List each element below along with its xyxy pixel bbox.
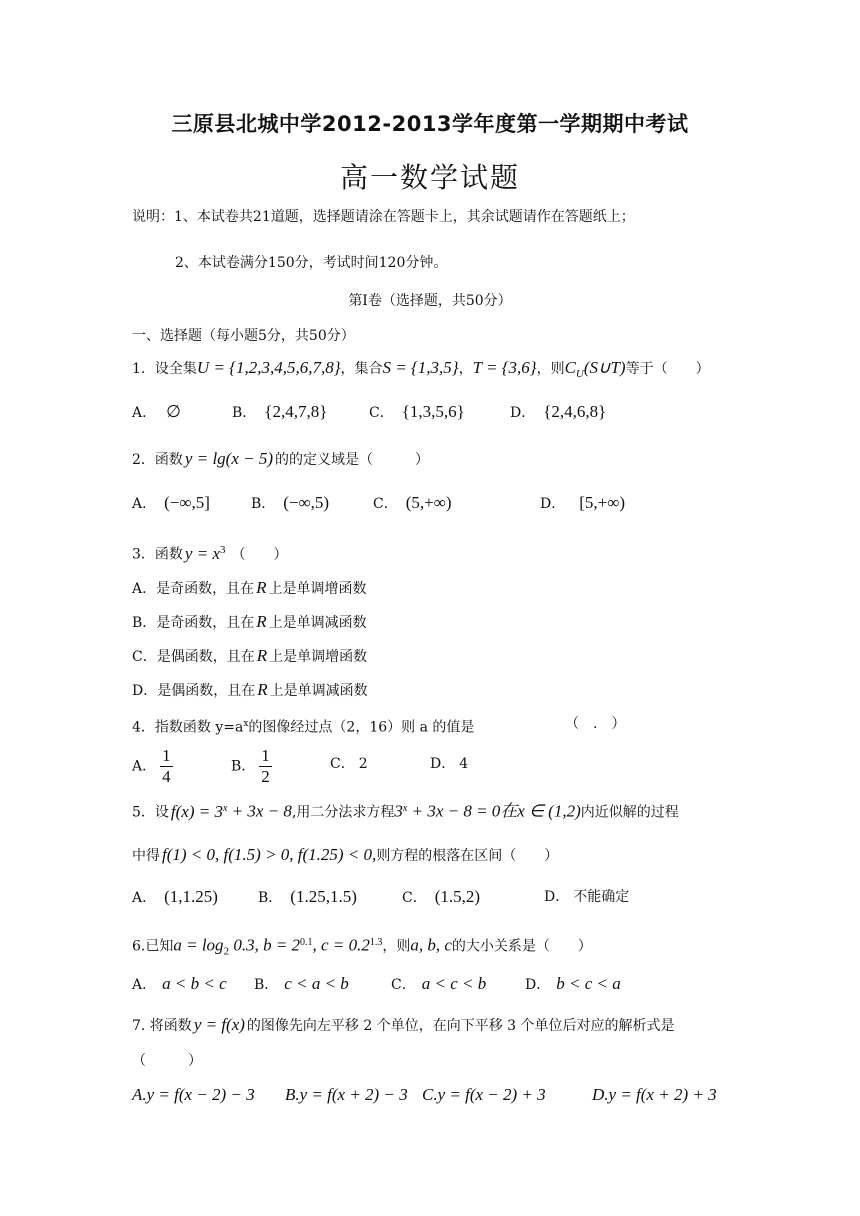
q7-option-b[interactable]: B.y = f(x + 2) − 3 xyxy=(285,1085,408,1104)
volume-heading: 第Ⅰ卷（选择题，共50分） xyxy=(348,293,512,309)
question-7: 7. 将函数 y = f(x) 的图像先向左平移 2 个单位，在向下平移 3 个单位后对应的解析式是 xyxy=(132,1015,675,1034)
question-5-line-2: 中得 f(1) < 0, f(1.5) > 0, f(1.25) < 0,则方程的根落在区间（ ） xyxy=(132,845,559,864)
q7-option-a[interactable]: A.y = f(x − 2) − 3 xyxy=(132,1085,255,1104)
note-line-1: 说明：1、本试卷共21道题，选择题请涂在答题卡上，其余试题请作在答题纸上； xyxy=(132,209,635,225)
q7-option-c[interactable]: C.y = f(x − 2) + 3 xyxy=(422,1085,546,1104)
q6-option-b[interactable]: B． c < a < b xyxy=(254,974,349,993)
q4-option-c[interactable]: C． 2 xyxy=(330,756,368,772)
exam-title: 三原县北城中学2012-2013学年度第一学期期中考试 xyxy=(171,112,689,136)
q4-answer-paren: （ . ） xyxy=(565,716,626,732)
q2-option-c[interactable]: C． (5,+∞) xyxy=(373,493,452,512)
q1-option-a[interactable]: A． ∅ xyxy=(132,402,181,421)
q3-option-d[interactable]: D．是偶函数，且在 R 上是单调减函数 xyxy=(132,680,368,699)
q5-option-d[interactable]: D． 不能确定 xyxy=(544,889,630,905)
q2-option-d[interactable]: D． [5,+∞) xyxy=(540,493,626,512)
question-6: 6.已知$a = \log_2 0.3$, $b = 2^{0.1}$, $c = 0.2^{1.3}$，则a, b, c的大小关系是（ ） xyxy=(132,935,592,958)
q4-option-a[interactable]: A． $\frac{1}{4}$ xyxy=(132,746,171,786)
q7-answer-paren: （ ） xyxy=(132,1053,202,1069)
q5-option-b[interactable]: B． (1.25,1.5) xyxy=(258,887,357,906)
q2-option-b[interactable]: B． (−∞,5) xyxy=(251,493,330,512)
q5-option-a[interactable]: A． (1,1.25) xyxy=(132,887,218,906)
question-1: 1．设全集U = {1,2,3,4,5,6,7,8}，集合S = {1,3,5}，T = {3,6}，则$C_U(S\cup T)$等于（ ） xyxy=(132,358,710,380)
q1-option-b[interactable]: B． {2,4,7,8} xyxy=(232,402,328,421)
q6-option-c[interactable]: C． a < c < b xyxy=(391,974,487,993)
q4-option-b[interactable]: B． $\frac{1}{2}$ xyxy=(231,746,270,786)
q6-option-d[interactable]: D． b < c < a xyxy=(525,974,621,993)
question-3: 3．函数 $y = x^3$ （ ） xyxy=(132,543,288,563)
q3-option-b[interactable]: B．是奇函数，且在 R 上是单调减函数 xyxy=(132,612,367,631)
q4-option-d[interactable]: D． 4 xyxy=(430,756,469,772)
question-5: 5．设 $f(x) = 3^x + 3x - 8$,用二分法求方程$3^x + 3x - 8 = 0$在x ∈ (1,2)内近似解的过程 xyxy=(132,801,679,821)
set-t: T = {3,6} xyxy=(472,358,537,377)
set-s: S = {1,3,5} xyxy=(382,358,459,377)
q5-option-c[interactable]: C． (1.5,2) xyxy=(402,887,481,906)
q7-option-d[interactable]: D.y = f(x + 2) + 3 xyxy=(592,1085,717,1104)
q1-option-c[interactable]: C． {1,3,5,6} xyxy=(369,402,465,421)
note-line-2: 2、本试卷满分150分，考试时间120分钟。 xyxy=(175,255,448,271)
section-heading: 一、选择题（每小题5分，共50分） xyxy=(132,328,355,344)
question-2: 2．函数 y = lg(x − 5) 的的定义域是（ ） xyxy=(132,449,430,468)
q3-option-a[interactable]: A．是奇函数，且在 R 上是单调增函数 xyxy=(132,578,367,597)
q3-option-c[interactable]: C．是偶函数，且在 R 上是单调增函数 xyxy=(132,646,368,665)
exam-subtitle: 高一数学试题 xyxy=(339,161,520,194)
q6-option-a[interactable]: A． a < b < c xyxy=(132,974,227,993)
q1-option-d[interactable]: D． {2,4,6,8} xyxy=(510,402,607,421)
q2-option-a[interactable]: A． (−∞,5] xyxy=(132,493,210,512)
question-4: 4．指数函数 $y=a^x$的图像经过点（2，16）则 a 的值是 xyxy=(132,719,475,736)
universal-set: U = {1,2,3,4,5,6,7,8} xyxy=(196,358,341,377)
